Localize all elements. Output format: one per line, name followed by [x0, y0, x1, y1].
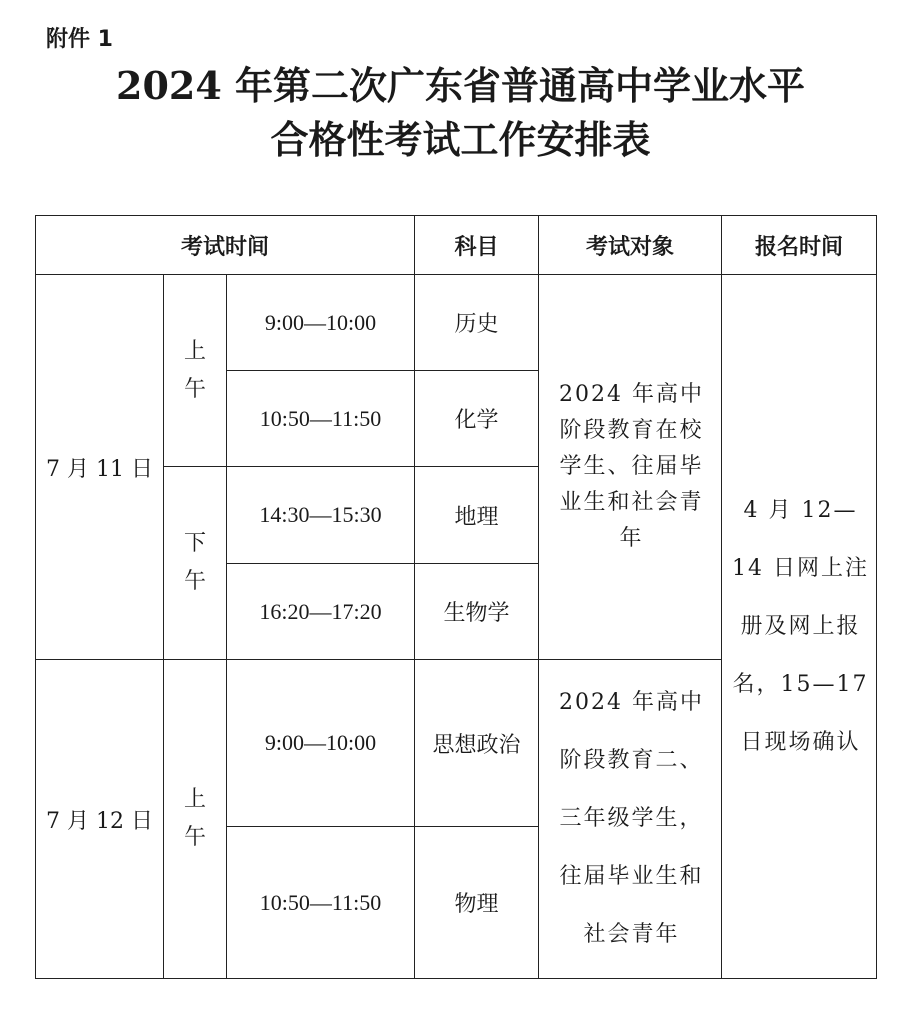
date-cell-day2: 7 月 12 日	[36, 660, 164, 979]
target-cell-day1: 2024 年高中阶段教育在校学生、往届毕业生和社会青年	[539, 275, 722, 660]
document-title-line-2: 合格性考试工作安排表	[270, 117, 651, 162]
time-cell: 10:50—11:50	[227, 827, 415, 979]
subject-cell: 生物学	[415, 564, 539, 660]
period-cell-afternoon	[164, 467, 227, 660]
document-title-line-1: 2024 年第二次广东省普通高中学业水平	[116, 63, 805, 108]
header-row	[36, 216, 877, 275]
subject-cell: 物理	[415, 827, 539, 979]
header-subject: 科目	[415, 216, 539, 275]
time-cell: 10:50—11:50	[227, 371, 415, 467]
date-cell-day1: 7 月 11 日	[36, 275, 164, 660]
subject-cell: 地理	[415, 467, 539, 564]
schedule-table	[35, 215, 877, 979]
period-label: 下午	[183, 531, 206, 594]
time-cell: 9:00—10:00	[227, 660, 415, 827]
target-cell-day2: 2024 年高中阶段教育二、三年级学生，往届毕业生和社会青年	[539, 660, 722, 979]
period-label: 上午	[183, 338, 206, 402]
time-cell: 9:00—10:00	[227, 275, 415, 371]
period-cell-morning	[164, 660, 227, 979]
attachment-label: 附件 1	[46, 27, 113, 52]
header-target: 考试对象	[539, 216, 722, 275]
header-register-time: 报名时间	[722, 216, 877, 275]
period-label: 上午	[183, 787, 206, 850]
register-time-cell: 4 月 12—14 日网上注册及网上报名，15—17 日现场确认	[722, 275, 877, 979]
time-cell: 14:30—15:30	[227, 467, 415, 564]
subject-cell: 思想政治	[415, 660, 539, 827]
table-row	[36, 275, 877, 371]
subject-cell: 化学	[415, 371, 539, 467]
time-cell: 16:20—17:20	[227, 564, 415, 660]
header-exam-time: 考试时间	[36, 216, 415, 275]
period-cell-morning	[164, 275, 227, 467]
subject-cell: 历史	[415, 275, 539, 371]
